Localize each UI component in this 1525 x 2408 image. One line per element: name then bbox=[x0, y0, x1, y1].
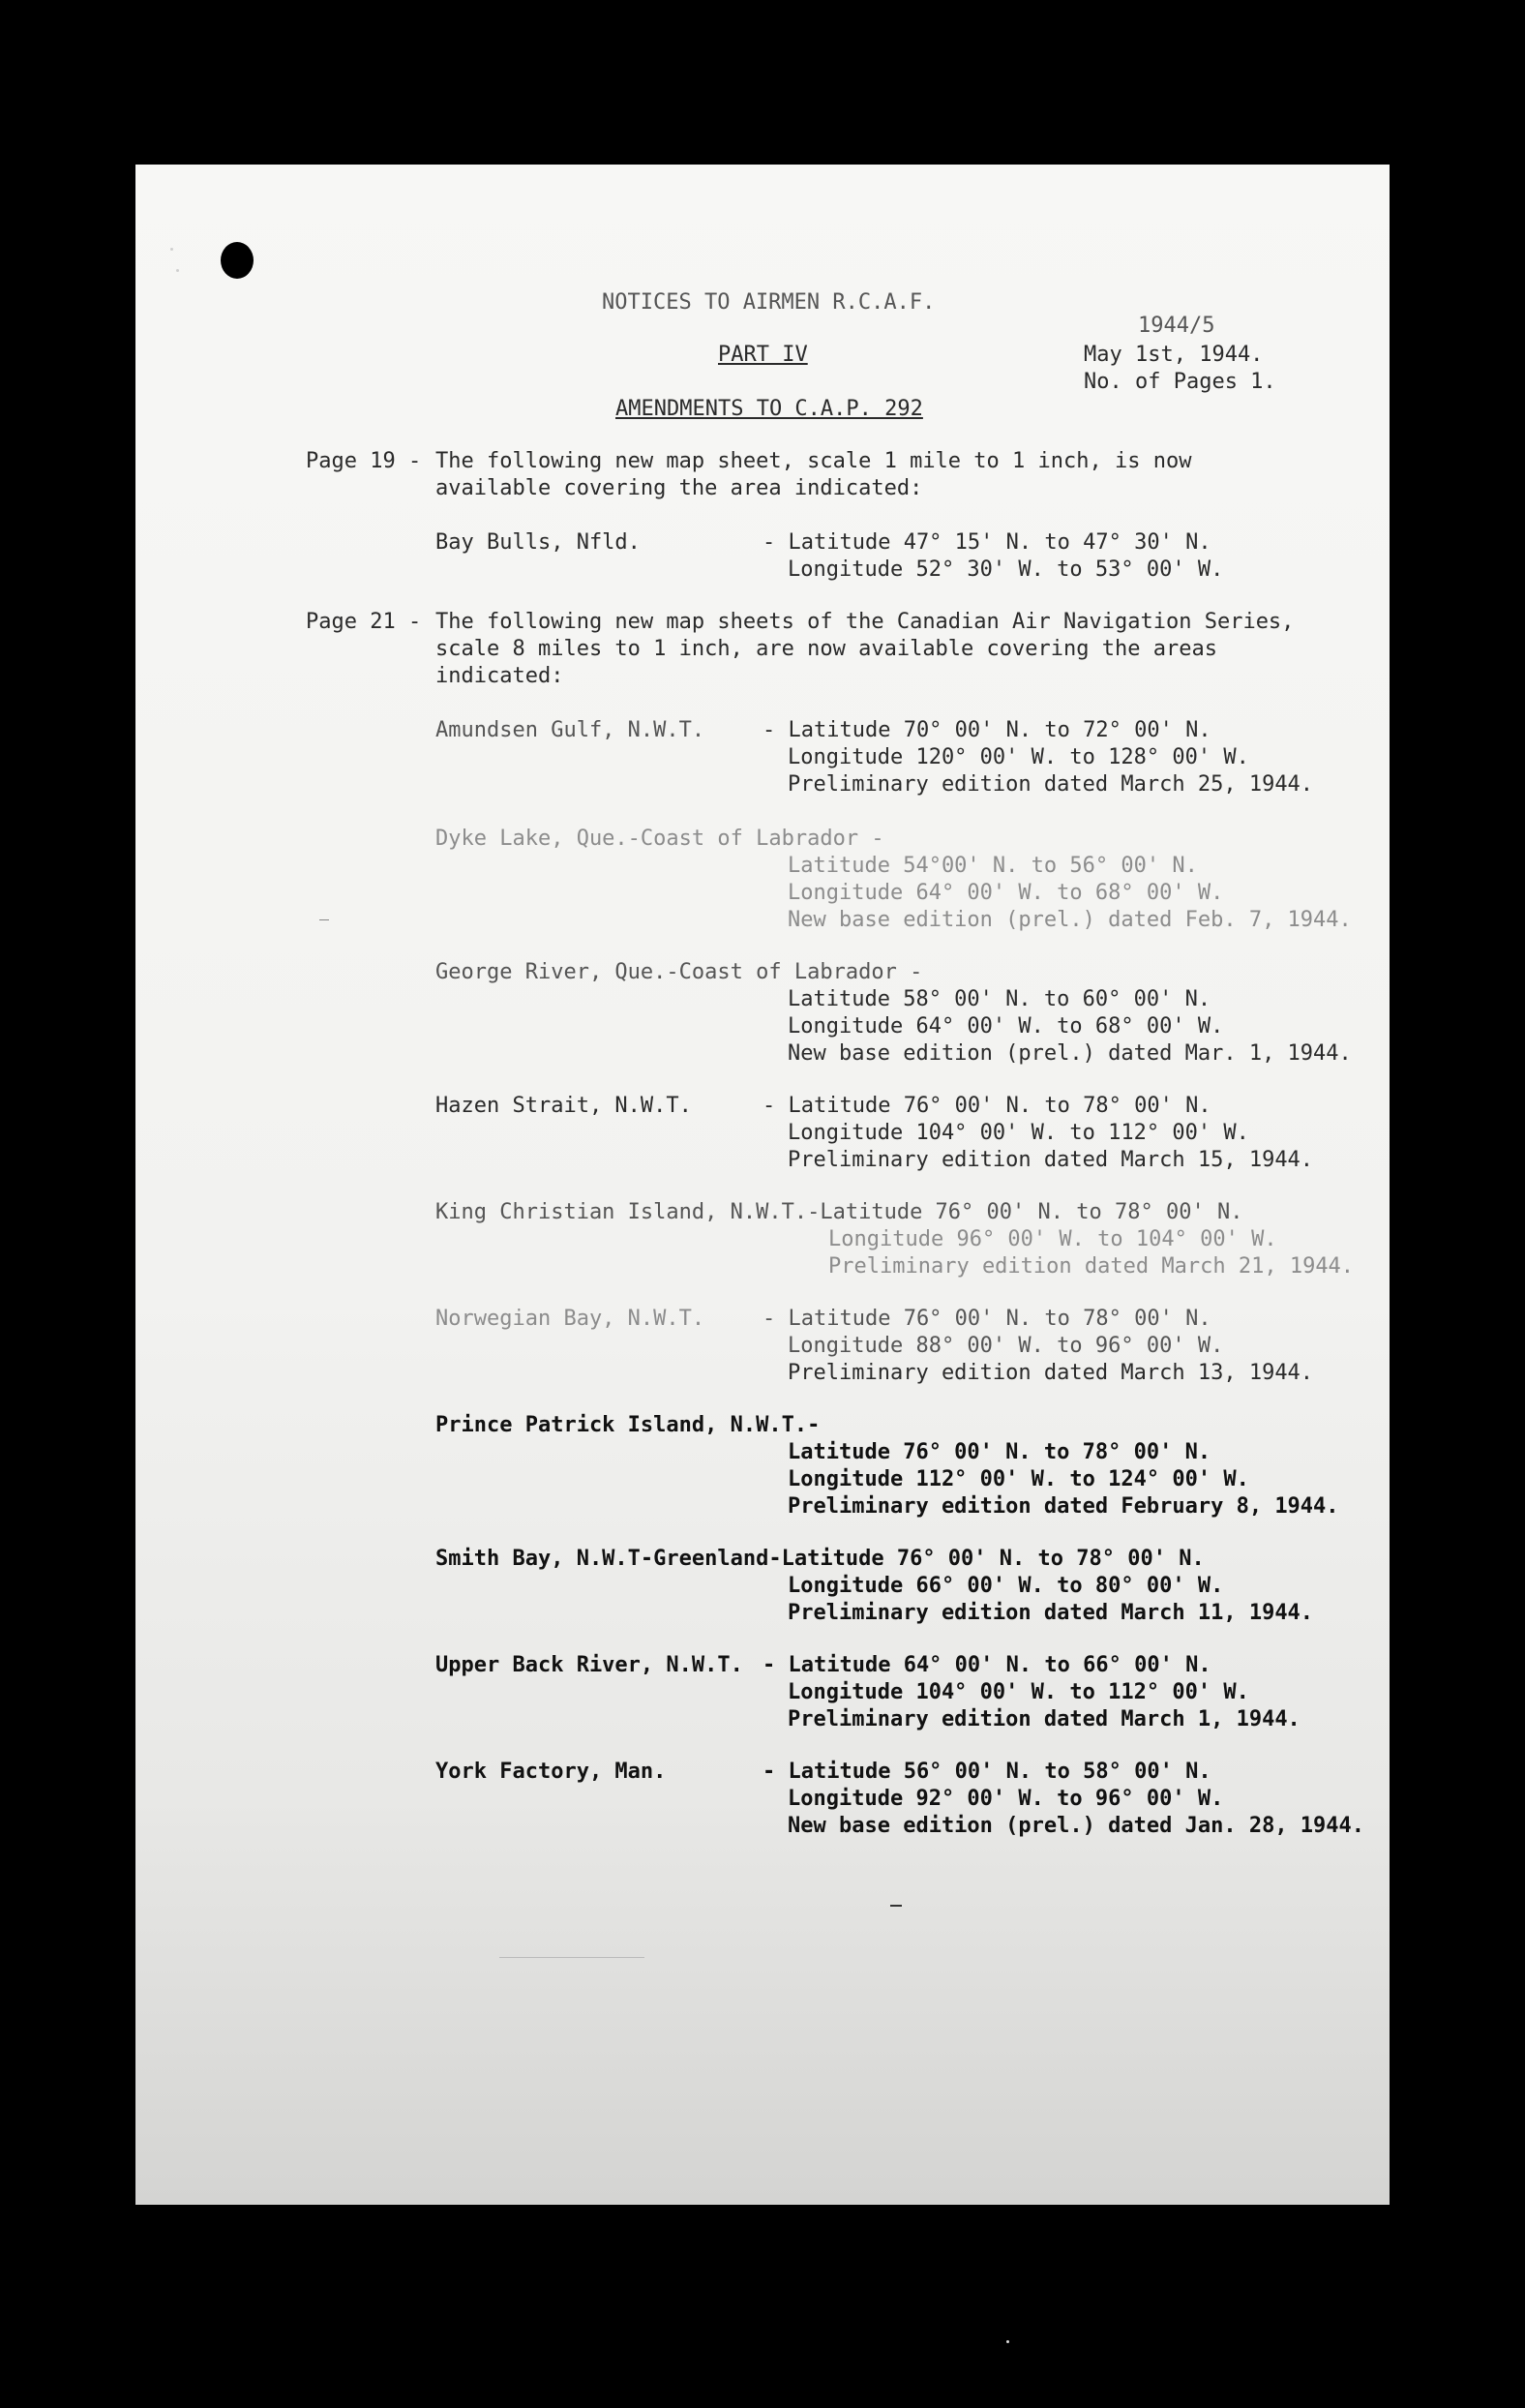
page19-text-line2: available covering the area indicated: bbox=[435, 476, 923, 500]
page21-text-line3: indicated: bbox=[435, 664, 564, 688]
map-name: George River, Que.-Coast of Labrador - bbox=[435, 960, 923, 984]
map-longitude: Longitude 92° 00' W. to 96° 00' W. bbox=[788, 1787, 1224, 1811]
map-latitude: - Latitude 47° 15' N. to 47° 30' N. bbox=[762, 530, 1211, 555]
map-latitude: - Latitude 56° 00' N. to 58° 00' N. bbox=[762, 1760, 1211, 1784]
map-edition: New base edition (prel.) dated Mar. 1, 1944. bbox=[788, 1041, 1352, 1066]
map-longitude: Longitude 52° 30' W. to 53° 00' W. bbox=[788, 557, 1224, 582]
map-edition: New base edition (prel.) dated Feb. 7, 1944. bbox=[788, 908, 1352, 932]
stray-dash bbox=[890, 1905, 902, 1907]
map-longitude: Longitude 88° 00' W. to 96° 00' W. bbox=[788, 1334, 1224, 1358]
page21-text-line1: The following new map sheets of the Canadian Air Navigation Series, bbox=[435, 610, 1295, 634]
map-longitude: Longitude 64° 00' W. to 68° 00' W. bbox=[788, 1014, 1224, 1038]
map-longitude: Longitude 104° 00' W. to 112° 00' W. bbox=[788, 1121, 1249, 1145]
page21-ref: Page 21 - bbox=[306, 610, 422, 634]
stray-dash bbox=[319, 919, 329, 920]
map-edition: Preliminary edition dated March 11, 1944. bbox=[788, 1601, 1314, 1625]
page21-text-line2: scale 8 miles to 1 inch, are now available covering the areas bbox=[435, 637, 1217, 661]
map-longitude: Longitude 64° 00' W. to 68° 00' W. bbox=[788, 881, 1224, 905]
map-name: King Christian Island, N.W.T.-Latitude 76° 00' N. to 78° 00' N. bbox=[435, 1200, 1243, 1224]
map-name: Dyke Lake, Que.-Coast of Labrador - bbox=[435, 827, 884, 851]
map-latitude: - Latitude 70° 00' N. to 72° 00' N. bbox=[762, 718, 1211, 742]
map-longitude: Longitude 66° 00' W. to 80° 00' W. bbox=[788, 1574, 1224, 1598]
map-name: Norwegian Bay, N.W.T. bbox=[435, 1307, 705, 1331]
map-longitude: Longitude 96° 00' W. to 104° 00' W. bbox=[828, 1227, 1277, 1251]
map-name: Upper Back River, N.W.T. bbox=[435, 1653, 743, 1677]
map-longitude: Longitude 104° 00' W. to 112° 00' W. bbox=[788, 1680, 1249, 1704]
map-longitude: Longitude 112° 00' W. to 124° 00' W. bbox=[788, 1467, 1249, 1491]
map-edition: Preliminary edition dated March 1, 1944. bbox=[788, 1707, 1301, 1731]
page19-text-line1: The following new map sheet, scale 1 mile to 1 inch, is now bbox=[435, 449, 1192, 473]
map-latitude: Latitude 54°00' N. to 56° 00' N. bbox=[788, 854, 1198, 878]
map-latitude: - Latitude 64° 00' N. to 66° 00' N. bbox=[762, 1653, 1211, 1677]
map-edition: Preliminary edition dated March 15, 1944. bbox=[788, 1148, 1314, 1172]
speck bbox=[1006, 2340, 1009, 2343]
map-edition: Preliminary edition dated March 25, 1944. bbox=[788, 772, 1314, 797]
map-name: Prince Patrick Island, N.W.T.- bbox=[435, 1413, 821, 1437]
map-latitude: Latitude 58° 00' N. to 60° 00' N. bbox=[788, 987, 1211, 1011]
map-name: Bay Bulls, Nfld. bbox=[435, 530, 641, 555]
speck bbox=[176, 269, 179, 272]
map-name: Smith Bay, N.W.T-Greenland-Latitude 76° 00' N. to 78° 00' N. bbox=[435, 1547, 1205, 1571]
map-longitude: Longitude 120° 00' W. to 128° 00' W. bbox=[788, 745, 1249, 769]
map-edition: New base edition (prel.) dated Jan. 28, 1944. bbox=[788, 1814, 1365, 1838]
map-latitude: - Latitude 76° 00' N. to 78° 00' N. bbox=[762, 1094, 1211, 1118]
page19-ref: Page 19 - bbox=[306, 449, 422, 473]
stray-rule bbox=[499, 1957, 644, 1958]
map-edition: Preliminary edition dated March 13, 1944. bbox=[788, 1361, 1314, 1385]
map-edition: Preliminary edition dated March 21, 1944. bbox=[828, 1254, 1355, 1279]
notice-date: May 1st, 1944. bbox=[1084, 343, 1264, 367]
amendments-heading: AMENDMENTS TO C.A.P. 292 bbox=[615, 397, 923, 421]
map-name: York Factory, Man. bbox=[435, 1760, 667, 1784]
punch-hole bbox=[221, 242, 254, 279]
speck bbox=[170, 248, 173, 251]
map-latitude: - Latitude 76° 00' N. to 78° 00' N. bbox=[762, 1307, 1211, 1331]
page-count: No. of Pages 1. bbox=[1084, 370, 1276, 394]
map-latitude: Latitude 76° 00' N. to 78° 00' N. bbox=[788, 1440, 1211, 1464]
map-name: Hazen Strait, N.W.T. bbox=[435, 1094, 692, 1118]
document-title: NOTICES TO AIRMEN R.C.A.F. bbox=[602, 290, 936, 315]
part-heading: PART IV bbox=[718, 343, 808, 367]
map-edition: Preliminary edition dated February 8, 1944. bbox=[788, 1494, 1339, 1519]
notice-number: 1944/5 bbox=[1138, 314, 1215, 338]
map-name: Amundsen Gulf, N.W.T. bbox=[435, 718, 705, 742]
